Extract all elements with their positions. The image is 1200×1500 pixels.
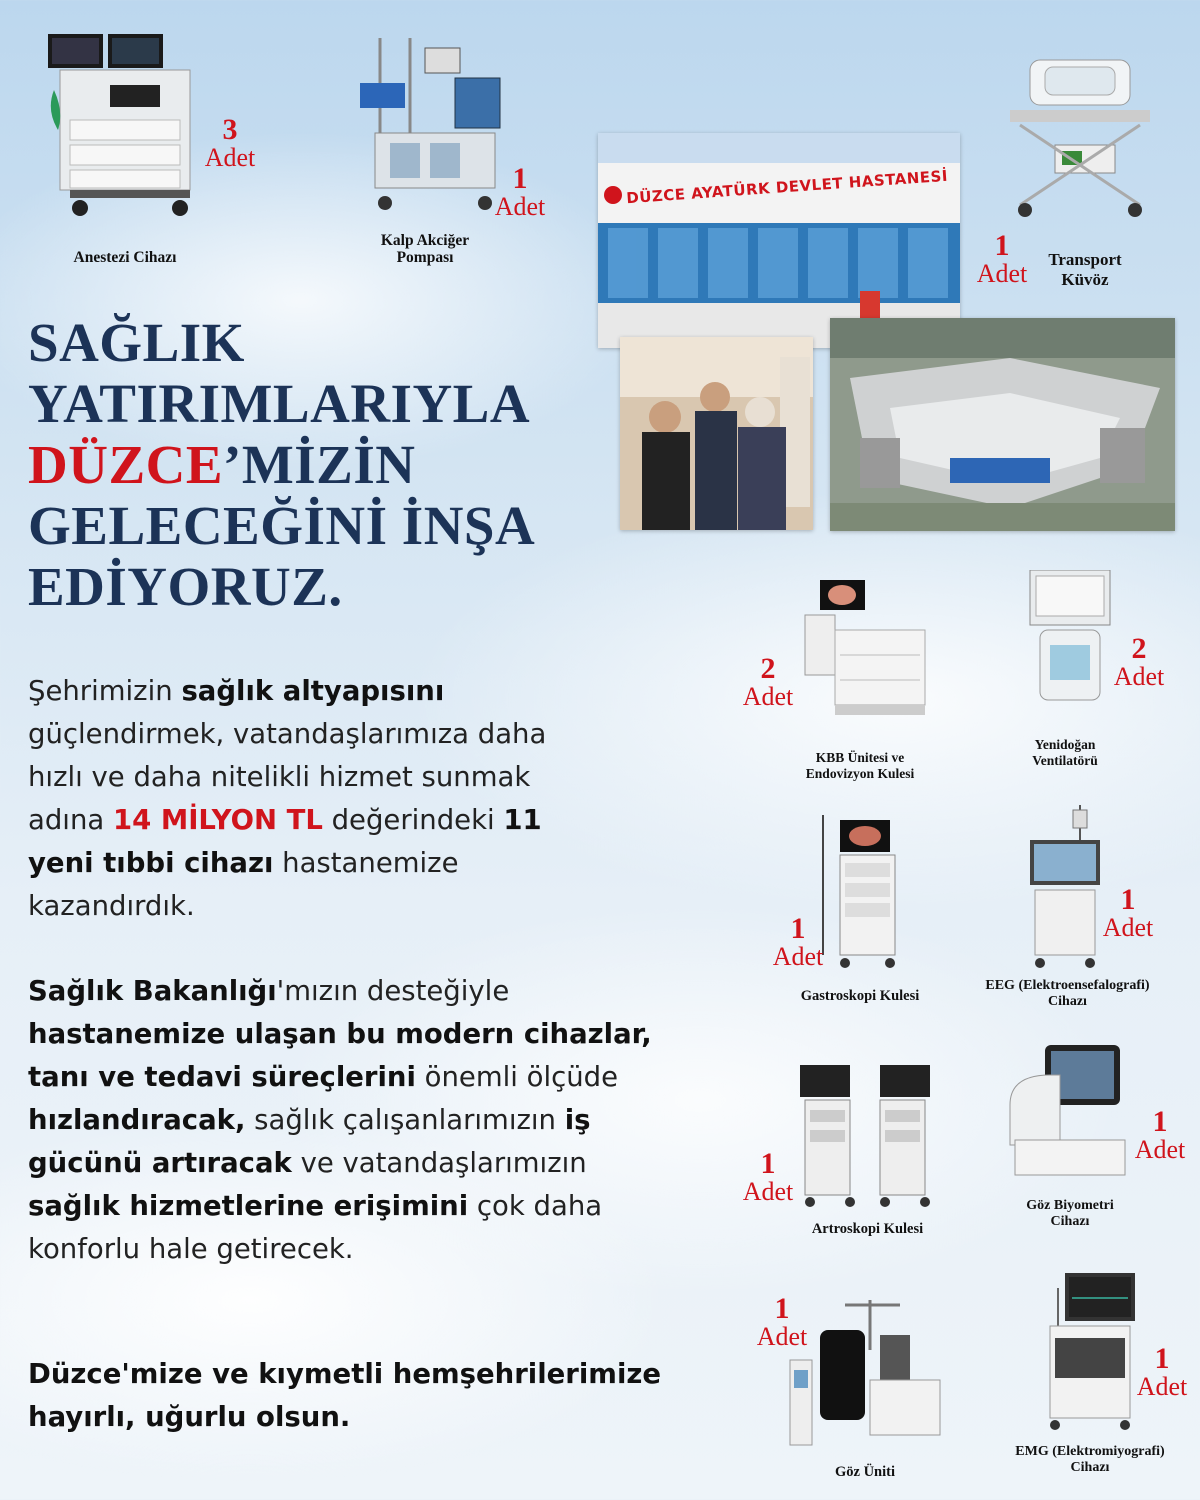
- headline-line: YATIRIMLARIYLA: [28, 373, 531, 434]
- visit-photo: [620, 337, 813, 530]
- paragraph-closing: [28, 1353, 688, 1439]
- device-count: [190, 113, 270, 172]
- device-count: [480, 162, 560, 221]
- paragraph-investment: [28, 670, 588, 928]
- count-number: 1: [512, 162, 528, 195]
- emphasis: Sağlık Bakanlığı: [28, 975, 277, 1007]
- device-name: [775, 988, 945, 1005]
- device-name-line: KBB Ünitesi ve: [815, 750, 905, 765]
- headline-line: GELECEĞİNİ İNŞA: [28, 495, 536, 556]
- ent-unit-image: [795, 575, 930, 725]
- device-name-line: Göz Üniti: [834, 1464, 895, 1480]
- device-name: [790, 1464, 940, 1481]
- device-name-line: EMG (Elektromiyografi): [1015, 1444, 1165, 1459]
- count-unit: Adet: [772, 942, 824, 971]
- text: güçlendirmek, vatandaşlarımıza daha hızlı ve daha nitelikli hizmet sunmak adına: [28, 718, 547, 836]
- count-unit: Adet: [494, 192, 546, 221]
- count-unit: Adet: [1102, 913, 1154, 942]
- device-name-line: EEG (Elektroensefalografi): [985, 978, 1150, 993]
- device-name-line: Ventilatörü: [1032, 753, 1098, 768]
- text: sağlık çalışanlarımızın: [245, 1104, 565, 1136]
- arthroscopy-tower-image: [790, 1060, 940, 1210]
- transport-incubator-image: [1000, 55, 1160, 220]
- text: çok daha konforlu hale getirecek.: [28, 1190, 603, 1265]
- headline-suffix: ’MİZİN: [223, 434, 416, 495]
- device-name: [780, 750, 940, 782]
- count-number: 3: [222, 113, 238, 146]
- amount: 14 MİLYON TL: [112, 804, 323, 836]
- emphasis: iş gücünü artıracak: [28, 1104, 591, 1179]
- count-unit: Adet: [1113, 662, 1165, 691]
- hospital-facade-photo: [598, 133, 960, 348]
- device-name-line: Kalp Akciğer: [380, 232, 470, 249]
- device-name: [990, 737, 1140, 769]
- device-name-line: Cihazı: [1048, 994, 1087, 1009]
- emphasis: Düzce'mize ve kıymetli hemşehrilerimize hayırlı, uğurlu olsun.: [28, 1358, 662, 1433]
- device-name: [340, 232, 510, 266]
- device-count: [1099, 632, 1179, 691]
- headline-city: DÜZCE: [28, 434, 224, 495]
- count-unit: Adet: [742, 1177, 794, 1206]
- device-count: [962, 229, 1042, 288]
- device-count: [1122, 1342, 1200, 1401]
- device-count: [742, 1292, 822, 1351]
- device-name: [785, 1221, 950, 1238]
- count-unit: Adet: [742, 682, 794, 711]
- text: önemli ölçüde: [415, 1061, 619, 1093]
- count-unit: Adet: [204, 143, 256, 172]
- text: değerindeki: [322, 804, 504, 836]
- device-count: [728, 652, 808, 711]
- eye-biometry-device-image: [1005, 1045, 1130, 1180]
- count-number: 1: [1152, 1105, 1168, 1138]
- count-unit: Adet: [756, 1322, 808, 1351]
- headline: [28, 312, 588, 617]
- count-unit: Adet: [976, 259, 1028, 288]
- headline-line: EDİYORUZ.: [28, 556, 343, 617]
- count-number: 2: [760, 652, 776, 685]
- device-count: [1120, 1105, 1200, 1164]
- device-name-line: Cihazı: [1070, 1460, 1110, 1475]
- hospital-aerial-photo: [830, 318, 1175, 531]
- device-name-line: Endovizyon Kulesi: [805, 766, 915, 781]
- emphasis: 11 yeni tıbbi cihazı: [28, 804, 542, 879]
- device-name-line: Göz Biyometri: [1026, 1198, 1114, 1213]
- device-count: [1088, 883, 1168, 942]
- device-count: [728, 1147, 808, 1206]
- count-unit: Adet: [1134, 1135, 1186, 1164]
- text: ve vatandaşlarımızın: [291, 1147, 587, 1179]
- hospital-sign: DÜZCE AYATÜRK DEVLET HASTANESİ: [625, 166, 949, 208]
- text: Şehrimizin: [28, 675, 182, 707]
- device-name: [955, 978, 1180, 1010]
- device-name: [30, 249, 220, 266]
- device-count: [758, 912, 838, 971]
- anesthesia-device-image: [40, 30, 210, 230]
- count-number: 1: [760, 1147, 776, 1180]
- count-number: 1: [774, 1292, 790, 1325]
- text: 'mızın desteğiyle: [276, 975, 510, 1007]
- headline-line: [28, 434, 588, 495]
- text: hastanemize kazandırdık.: [28, 847, 459, 922]
- device-name-line: Yenidoğan: [1034, 737, 1096, 752]
- device-name-line: Cihazı: [1050, 1214, 1090, 1229]
- emphasis: hastanemize ulaşan bu modern cihazlar, tanı ve tedavi süreçlerini: [28, 1018, 652, 1093]
- device-name: [985, 1444, 1195, 1476]
- device-name: [995, 1198, 1145, 1230]
- count-number: 2: [1131, 632, 1147, 665]
- count-number: 1: [1120, 883, 1136, 916]
- headline-line: SAĞLIK: [28, 312, 245, 373]
- emphasis: sağlık hizmetlerine erişimini: [28, 1190, 469, 1222]
- emphasis: hızlandıracak,: [28, 1104, 246, 1136]
- device-name-line: Artroskopi Kulesi: [811, 1221, 924, 1237]
- count-unit: Adet: [1136, 1372, 1188, 1401]
- count-number: 1: [1154, 1342, 1170, 1375]
- device-name-line: Gastroskopi Kulesi: [800, 988, 920, 1004]
- count-number: 1: [994, 229, 1010, 262]
- device-name-line: Küvöz: [1061, 270, 1109, 289]
- device-name-line: Transport: [1048, 250, 1122, 269]
- device-name-line: Anestezi Cihazı: [73, 249, 177, 266]
- paragraph-support: [28, 970, 678, 1271]
- device-name-line: Pompası: [396, 249, 454, 266]
- count-number: 1: [790, 912, 806, 945]
- emphasis: sağlık altyapısını: [181, 675, 445, 707]
